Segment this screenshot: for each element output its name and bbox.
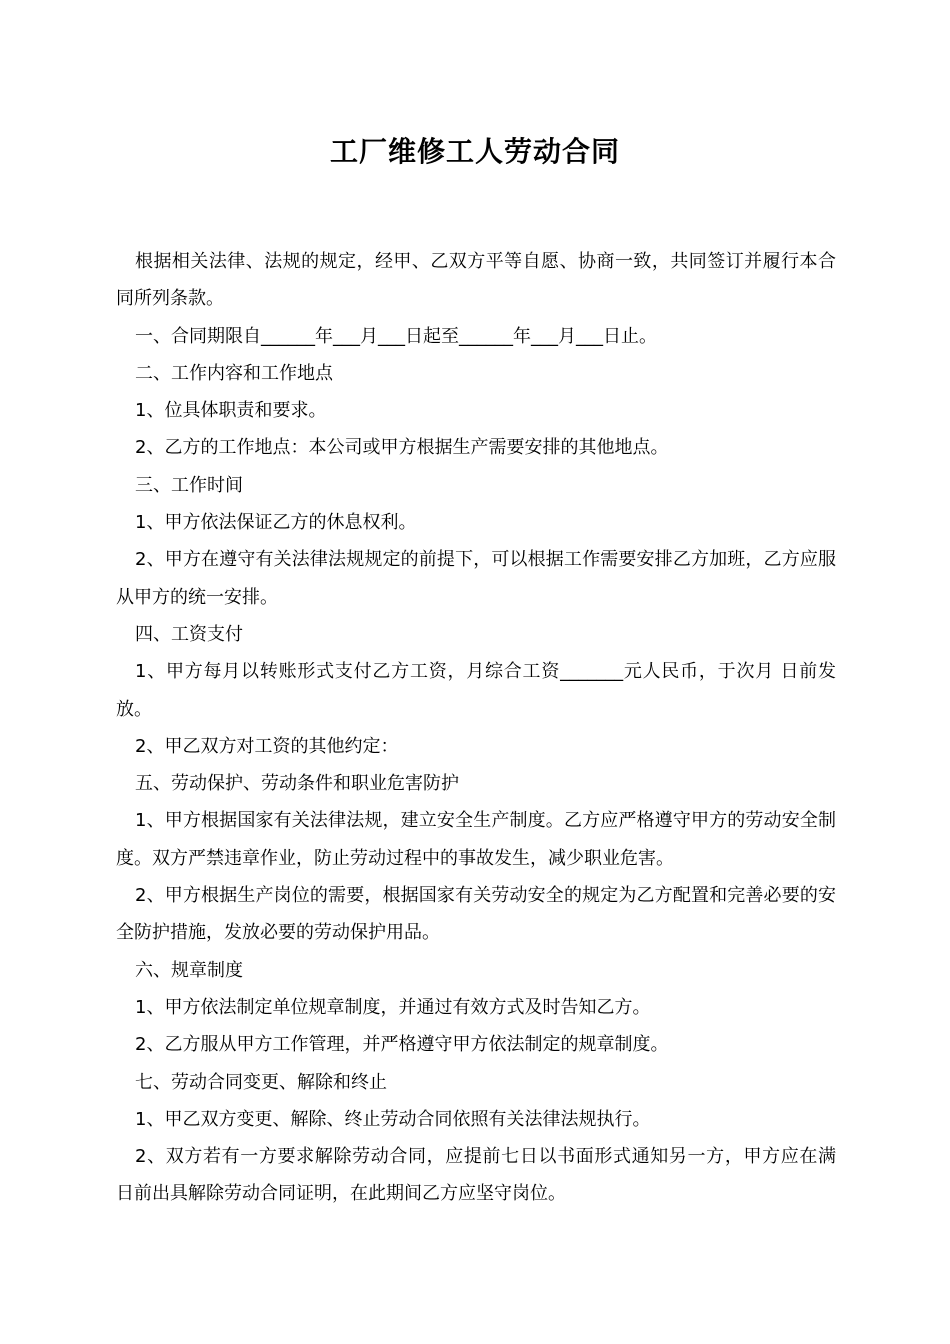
document-body — [116, 243, 836, 1213]
clause-6-1: 1、甲方依法制定单位规章制度，并通过有效方式及时告知乙方。 — [135, 996, 651, 1018]
intro-paragraph: 根据相关法律、法规的规定，经甲、乙双方平等自愿、协商一致，共同签订并履行本合同所列条款。 — [116, 251, 836, 310]
clause-2-1: 1、位具体职责和要求。 — [135, 400, 327, 422]
section-heading-4: 四、工资支付 — [135, 623, 243, 645]
clause-5-2: 2、甲方根据生产岗位的需要，根据国家有关劳动安全的规定为乙方配置和完善必要的安全防护措施，发放必要的劳动保护用品。 — [116, 885, 836, 944]
clause-3-1: 1、甲方依法保证乙方的休息权利。 — [135, 512, 417, 534]
document-title: 工厂维修工人劳动合同 — [329, 135, 620, 168]
section-heading-6: 六、规章制度 — [135, 959, 243, 981]
clause-3-2: 2、甲方在遵守有关法律法规规定的前提下，可以根据工作需要安排乙方加班，乙方应服从甲方的统一安排。 — [116, 549, 836, 608]
section-heading-2: 二、工作内容和工作地点 — [135, 362, 333, 384]
clause-2-2: 2、乙方的工作地点：本公司或甲方根据生产需要安排的其他地点。 — [135, 437, 669, 459]
clause-4-1: 1、甲方每月以转账形式支付乙方工资，月综合工资_______元人民币，于次月 日前发放。 — [116, 661, 836, 720]
section-heading-7: 七、劳动合同变更、解除和终止 — [135, 1071, 387, 1093]
clause-7-1: 1、甲乙双方变更、解除、终止劳动合同依照有关法律法规执行。 — [135, 1108, 651, 1130]
clause-4-2: 2、甲乙双方对工资的其他约定： — [135, 735, 399, 757]
section-heading-3: 三、工作时间 — [135, 474, 243, 496]
clause-1-term: 一、合同期限自______年___月___日起至______年___月___日止。 — [135, 325, 657, 347]
section-heading-5: 五、劳动保护、劳动条件和职业危害防护 — [135, 773, 459, 795]
clause-6-2: 2、乙方服从甲方工作管理，并严格遵守甲方依法制定的规章制度。 — [135, 1034, 669, 1056]
clause-5-1: 1、甲方根据国家有关法律法规，建立安全生产制度。乙方应严格遵守甲方的劳动安全制度。双方严禁违章作业，防止劳动过程中的事故发生，减少职业危害。 — [116, 810, 836, 869]
clause-7-2: 2、双方若有一方要求解除劳动合同，应提前七日以书面形式通知另一方，甲方应在满 日前出具解除劳动合同证明，在此期间乙方应坚守岗位。 — [116, 1146, 836, 1205]
